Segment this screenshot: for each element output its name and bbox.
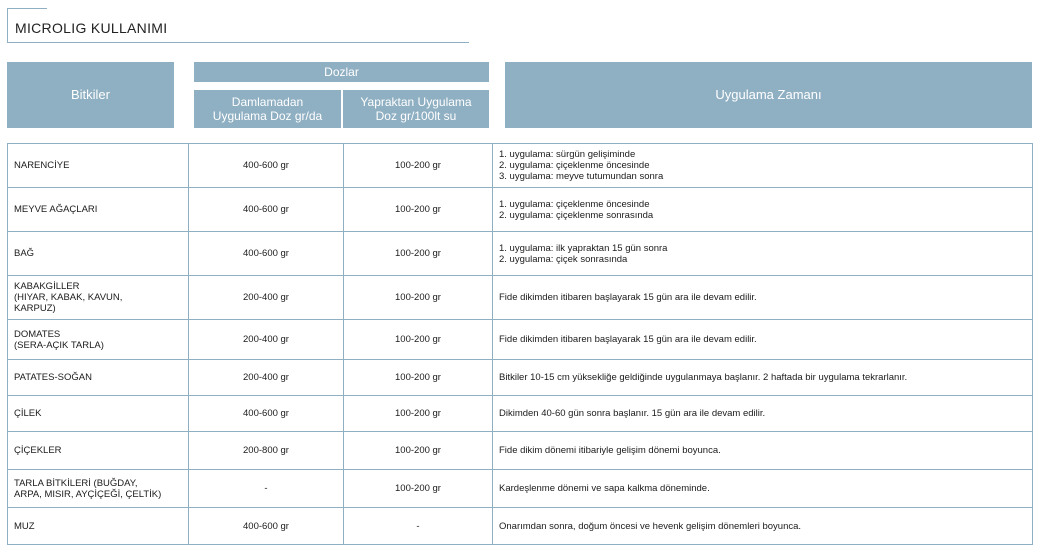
- table-cell-timing: [492, 143, 1033, 188]
- table-cell-foliar: [343, 275, 493, 320]
- table-cell-foliar: [343, 507, 493, 545]
- cell-lines: [14, 160, 69, 171]
- header-drip-dose: [194, 90, 341, 128]
- cell-value: 400-600 gr: [243, 408, 289, 419]
- table-cell-foliar: [343, 143, 493, 188]
- table-cell-foliar: [343, 395, 493, 432]
- cell-line: Fide dikimden itibaren başlayarak 15 gün ara ile devam edilir.: [499, 334, 757, 345]
- cell-line: ÇİLEK: [14, 408, 42, 419]
- cell-line: 1. uygulama: çiçeklenme öncesinde: [499, 198, 650, 210]
- table-cell-plant: [7, 359, 189, 396]
- cell-lines: [499, 408, 765, 419]
- cell-line: Kardeşlenme dönemi ve sapa kalkma döneminde.: [499, 483, 710, 494]
- title-frame: [7, 8, 469, 43]
- cell-lines: [499, 372, 907, 383]
- table-cell-timing: [492, 187, 1033, 232]
- table-cell-plant: [7, 431, 189, 470]
- cell-lines: [14, 281, 122, 314]
- table-cell-drip: [188, 359, 344, 396]
- cell-line: 1. uygulama: ilk yapraktan 15 gün sonra: [499, 242, 668, 254]
- cell-line: PATATES-SOĞAN: [14, 372, 92, 383]
- cell-lines: [499, 521, 801, 532]
- cell-lines: [14, 408, 41, 419]
- cell-lines: [14, 478, 161, 500]
- cell-value: 100-200 gr: [395, 292, 441, 303]
- cell-line: ÇİÇEKLER: [14, 445, 62, 456]
- cell-lines: [499, 483, 710, 494]
- cell-lines: [499, 149, 663, 182]
- table-cell-drip: [188, 507, 344, 545]
- cell-line: 2. uygulama: çiçeklenme sonrasında: [499, 209, 654, 221]
- cell-value: 200-800 gr: [243, 445, 289, 456]
- table-cell-plant: [7, 395, 189, 432]
- table-cell-plant: [7, 319, 189, 360]
- table-cell-timing: [492, 507, 1033, 545]
- cell-line: BAĞ: [14, 248, 35, 259]
- cell-lines: [499, 199, 653, 221]
- table-cell-foliar: [343, 469, 493, 508]
- table-cell-foliar: [343, 319, 493, 360]
- cell-value: 100-200 gr: [395, 408, 441, 419]
- cell-lines: [499, 334, 757, 345]
- header-foliar-line-1: Yapraktan Uygulama: [360, 95, 472, 109]
- table-cell-plant: [7, 275, 189, 320]
- header-timing: Uygulama Zamanı: [505, 62, 1032, 128]
- cell-line: Fide dikim dönemi itibariyle gelişim dönemi boyunca.: [499, 445, 721, 456]
- cell-line: (HIYAR, KABAK, KAVUN,: [14, 292, 123, 303]
- table-cell-plant: [7, 469, 189, 508]
- cell-line: 2. uygulama: çiçek sonrasında: [499, 253, 628, 265]
- cell-value: 100-200 gr: [395, 483, 441, 494]
- cell-value: 100-200 gr: [395, 334, 441, 345]
- cell-value: 400-600 gr: [243, 520, 289, 532]
- cell-line: Dikimden 40-60 gün sonra başlanır. 15 gün ara ile devam edilir.: [499, 408, 766, 419]
- table-cell-plant: [7, 507, 189, 545]
- cell-lines: [14, 521, 35, 532]
- cell-line: Onarımdan sonra, doğum öncesi ve hevenk gelişim dönemleri boyunca.: [499, 520, 802, 532]
- cell-value: 400-600 gr: [243, 248, 289, 259]
- table-cell-timing: [492, 275, 1033, 320]
- cell-line: Bitkiler 10-15 cm yüksekliğe geldiğinde uygulanmaya başlanır. 2 haftada bir uygulama tekrarlanır.: [499, 372, 908, 383]
- cell-lines: [499, 445, 721, 456]
- cell-line: ARPA, MISIR, AYÇİÇEĞİ, ÇELTİK): [14, 488, 162, 500]
- cell-line: (SERA-AÇIK TARLA): [14, 339, 104, 351]
- cell-value: 100-200 gr: [395, 248, 441, 259]
- header-foliar-dose: [343, 90, 489, 128]
- header-drip-line-1: Damlamadan: [231, 95, 304, 109]
- cell-line: 1. uygulama: sürgün gelişiminde: [499, 149, 636, 160]
- table-cell-foliar: [343, 231, 493, 276]
- page-title: MICROLIG KULLANIMI: [15, 20, 168, 36]
- cell-line: 2. uygulama: çiçeklenme öncesinde: [499, 160, 650, 171]
- cell-value: -: [416, 520, 420, 532]
- cell-line: MUZ: [14, 520, 35, 532]
- table-cell-foliar: [343, 431, 493, 470]
- table-cell-plant: [7, 143, 189, 188]
- table-cell-drip: [188, 319, 344, 360]
- table-cell-plant: [7, 231, 189, 276]
- header-foliar-lines: [360, 95, 471, 123]
- table-cell-foliar: [343, 187, 493, 232]
- cell-lines: [14, 372, 92, 383]
- cell-line: TARLA BİTKİLERİ (BUĞDAY,: [14, 477, 138, 489]
- cell-value: -: [264, 483, 268, 494]
- table-cell-drip: [188, 187, 344, 232]
- cell-lines: [14, 204, 97, 215]
- cell-value: 400-600 gr: [243, 160, 289, 171]
- cell-value: 100-200 gr: [395, 160, 441, 171]
- cell-value: 100-200 gr: [395, 445, 441, 456]
- cell-line: MEYVE AĞAÇLARI: [14, 204, 98, 215]
- table-cell-timing: [492, 469, 1033, 508]
- cell-line: KABAKGİLLER: [14, 281, 80, 292]
- cell-line: NARENCİYE: [14, 160, 70, 171]
- table-cell-timing: [492, 395, 1033, 432]
- cell-line: 3. uygulama: meyve tutumundan sonra: [499, 171, 664, 182]
- table-cell-foliar: [343, 359, 493, 396]
- table-cell-timing: [492, 359, 1033, 396]
- table-cell-plant: [7, 187, 189, 232]
- table-cell-timing: [492, 231, 1033, 276]
- header-plants: Bitkiler: [7, 62, 174, 128]
- cell-value: 400-600 gr: [243, 204, 289, 215]
- table-cell-drip: [188, 231, 344, 276]
- table-cell-timing: [492, 431, 1033, 470]
- cell-line: DOMATES: [14, 328, 61, 340]
- header-drip-line-2: Uygulama Doz gr/da: [212, 109, 323, 123]
- header-drip-lines: [213, 95, 322, 123]
- cell-lines: [14, 445, 62, 456]
- header-foliar-line-2: Doz gr/100lt su: [375, 109, 457, 123]
- cell-lines: [499, 243, 667, 265]
- table-cell-drip: [188, 431, 344, 470]
- cell-value: 100-200 gr: [395, 372, 441, 383]
- cell-line: KARPUZ): [14, 303, 56, 314]
- table-cell-drip: [188, 395, 344, 432]
- cell-value: 200-400 gr: [243, 292, 289, 303]
- table-cell-timing: [492, 319, 1033, 360]
- cell-value: 200-400 gr: [243, 334, 289, 345]
- table-cell-drip: [188, 143, 344, 188]
- cell-lines: [14, 248, 34, 259]
- cell-lines: [499, 292, 757, 303]
- table-cell-drip: [188, 275, 344, 320]
- table-cell-drip: [188, 469, 344, 508]
- cell-value: 100-200 gr: [395, 204, 441, 215]
- cell-lines: [14, 329, 104, 351]
- header-doses: Dozlar: [194, 62, 489, 82]
- cell-value: 200-400 gr: [243, 372, 289, 383]
- cell-line: Fide dikimden itibaren başlayarak 15 gün ara ile devam edilir.: [499, 292, 757, 303]
